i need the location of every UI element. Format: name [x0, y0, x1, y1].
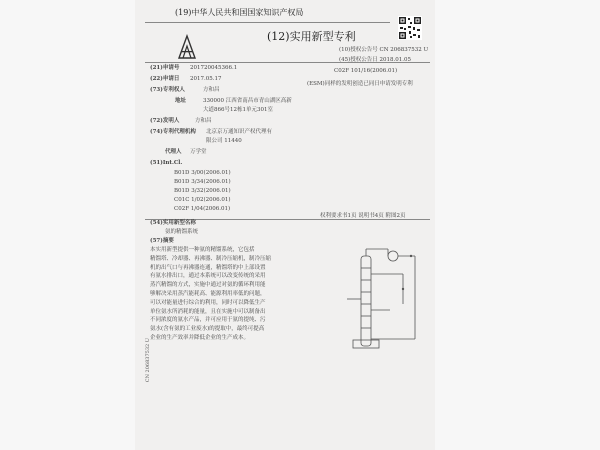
int-cl-item: B01D 3/34(2006.01)	[174, 179, 231, 185]
abstract-text	[150, 248, 325, 345]
inventor: 方和昌	[195, 118, 212, 124]
publication-date: (45)授权公告日 2018.01.05	[339, 57, 412, 63]
address-line-1: 330000 江西省南昌市青山湖区高新	[203, 98, 292, 104]
address-label: 地址	[175, 98, 187, 104]
publication-number: (10)授权公告号 CN 206837532 U	[339, 47, 429, 53]
ipc-classification-top: C02F 101/16(2006.01)	[334, 68, 398, 74]
agent: 万学堂	[190, 149, 207, 155]
document-type: (12)实用新型专利	[267, 30, 356, 43]
agency-line-2: 限公司 11440	[206, 138, 242, 144]
agency-label: (74)专利代理机构	[150, 129, 196, 135]
patentee-label: (73)专利权人	[150, 87, 185, 93]
abstract-line: 本实用新型提供一种氨的精馏系统，它包括	[150, 247, 255, 253]
patent-office-logo	[175, 34, 199, 60]
abstract-line: 企业的生产效率并降低企业的生产成本。	[150, 334, 250, 341]
utility-model-title: 氨的精馏系统	[165, 229, 199, 235]
abstract-line: 够解决采用蒸汽能耗高、能源利用率低的问题，	[150, 290, 266, 297]
abstract-line: 蒸汽精馏的方式，实施中通过对氨的循环利用能	[150, 282, 266, 289]
filing-date-label: (22)申请日	[150, 76, 180, 82]
abstract-line: 机的出气口与再沸器连通，精馏塔的中上部设置	[150, 264, 266, 271]
application-number-label: (21)申请号	[150, 65, 180, 71]
int-cl-item: B01D 3/32(2006.01)	[174, 188, 231, 194]
biblio-top-rule	[145, 62, 430, 63]
abstract-line: 可以对能量进行综合的利用，同时可以降低生产	[150, 299, 266, 306]
application-number: 201720045366.1	[190, 65, 238, 71]
qr-code	[398, 16, 422, 40]
agent-label: 代理人	[165, 149, 182, 155]
abstract-line: 有氨水排出口，通过本系统可以改变传统的采用	[150, 273, 266, 280]
int-cl-item: C01C 1/02(2006.01)	[174, 197, 231, 203]
abstract-line: 精馏塔、冷却器、再沸器、制冷压缩机，制冷压缩	[150, 255, 272, 262]
page-count-note: 权利要求书1页 说明书4页 附图2页	[320, 213, 406, 219]
abstract-line: 不同浓度的氨水产品，并可应用于氨的提纯、污	[150, 317, 266, 324]
issuing-office: (19)中华人民共和国国家知识产权局	[175, 8, 304, 17]
inventor-label: (72)发明人	[150, 118, 180, 124]
side-publication-number: CN 206837532 U	[145, 338, 151, 383]
title-label: (54)实用新型名称	[150, 220, 196, 226]
header-rule	[145, 22, 390, 23]
agency-line-1: 北京京万通知识产权代理有	[206, 129, 273, 135]
filing-date: 2017.05.17	[190, 76, 222, 82]
same-day-filing-note: (ESM)同样的发明创造已同日申请发明专利	[307, 81, 413, 87]
distillation-system-drawing	[345, 244, 425, 354]
abstract-label: (57)摘要	[150, 238, 174, 244]
int-cl-item: B01D 3/00(2006.01)	[174, 170, 231, 176]
int-cl-item: C02F 1/04(2006.01)	[174, 206, 231, 212]
address-line-2: 大道866号12栋1单元301室	[203, 107, 273, 113]
patentee: 方和昌	[203, 87, 220, 93]
int-cl-label: (51)Int.Cl.	[150, 160, 183, 166]
abstract-line: 氨水(含有氨的工业废水)的提取中，最终可提高	[150, 326, 265, 333]
abstract-line: 单位氨水所消耗的能量，且在实施中可以制备出	[150, 308, 266, 315]
